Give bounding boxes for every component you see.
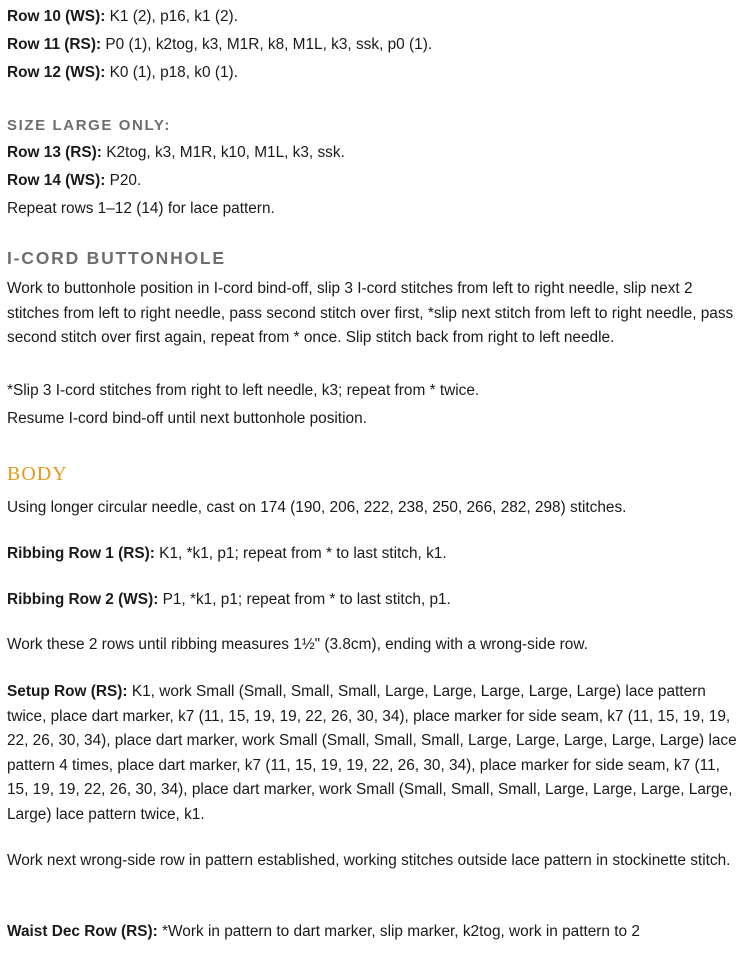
body-heading: BODY: [7, 463, 68, 485]
cast-on-instruction: Using longer circular needle, cast on 174 (190, 206, 222, 238, 250, 266, 282, 298) stitches.: [7, 499, 627, 516]
row-14: Row 14 (WS): P20.: [7, 172, 142, 189]
repeat-instruction: Repeat rows 1–12 (14) for lace pattern.: [7, 200, 275, 217]
icord-paragraph-1: Work to buttonhole position in I-cord bind-off, slip 3 I-cord stitches from left to right needle, slip next 2 stitches from left to right needle, pass second stitch over first, *slip next stitch from left to right needle, pass second stitch over first again, repeat from * once. Slip stitch back from right to left needle.: [7, 280, 734, 346]
icord-paragraph-2: *Slip 3 I-cord stitches from right to left needle, k3; repeat from * twice.: [7, 382, 480, 399]
row-10: Row 10 (WS): K1 (2), p16, k1 (2).: [7, 8, 238, 25]
ribbing-row-2: Ribbing Row 2 (WS): P1, *k1, p1; repeat from * to last stitch, p1.: [7, 591, 451, 608]
row-11: Row 11 (RS): P0 (1), k2tog, k3, M1R, k8, M1L, k3, ssk, p0 (1).: [7, 36, 433, 53]
row-13: Row 13 (RS): K2tog, k3, M1R, k10, M1L, k3, ssk.: [7, 144, 345, 161]
ribbing-length-instruction: Work these 2 rows until ribbing measures 1½" (3.8cm), ending with a wrong-side row.: [7, 636, 588, 653]
icord-paragraph-3: Resume I-cord bind-off until next buttonhole position.: [7, 410, 367, 427]
size-large-heading: SIZE LARGE ONLY:: [7, 117, 171, 134]
setup-row: Setup Row (RS): K1, work Small (Small, Small, Small, Large, Large, Large, Large, Large) lace pattern twice, place dart marker, k7 (11, 15, 19, 19, 22, 26, 30, 34), place marker for side seam, k7 (11, 15, 19, 19, 22, 26, 30, 34), place dart marker, work Small (Small, Small, Small, Large, Large, Large, Large, Large) lace pattern 4 times, place dart marker, k7 (11, 15, 19, 19, 22, 26, 30, 34), place marker for side seam, k7 (11, 15, 19, 19, 22, 26, 30, 34), place dart marker, work Small (Small, Small, Small, Large, Large, Large, Large, Large) lace pattern twice, k1.: [7, 683, 737, 823]
icord-heading: I-CORD BUTTONHOLE: [7, 248, 226, 268]
row-12: Row 12 (WS): K0 (1), p18, k0 (1).: [7, 64, 238, 81]
waist-dec-row: Waist Dec Row (RS): *Work in pattern to dart marker, slip marker, k2tog, work in pattern to 2: [7, 923, 640, 940]
next-wrong-side-row: Work next wrong-side row in pattern established, working stitches outside lace pattern in stockinette stitch.: [7, 852, 731, 869]
ribbing-row-1: Ribbing Row 1 (RS): K1, *k1, p1; repeat from * to last stitch, k1.: [7, 545, 447, 562]
